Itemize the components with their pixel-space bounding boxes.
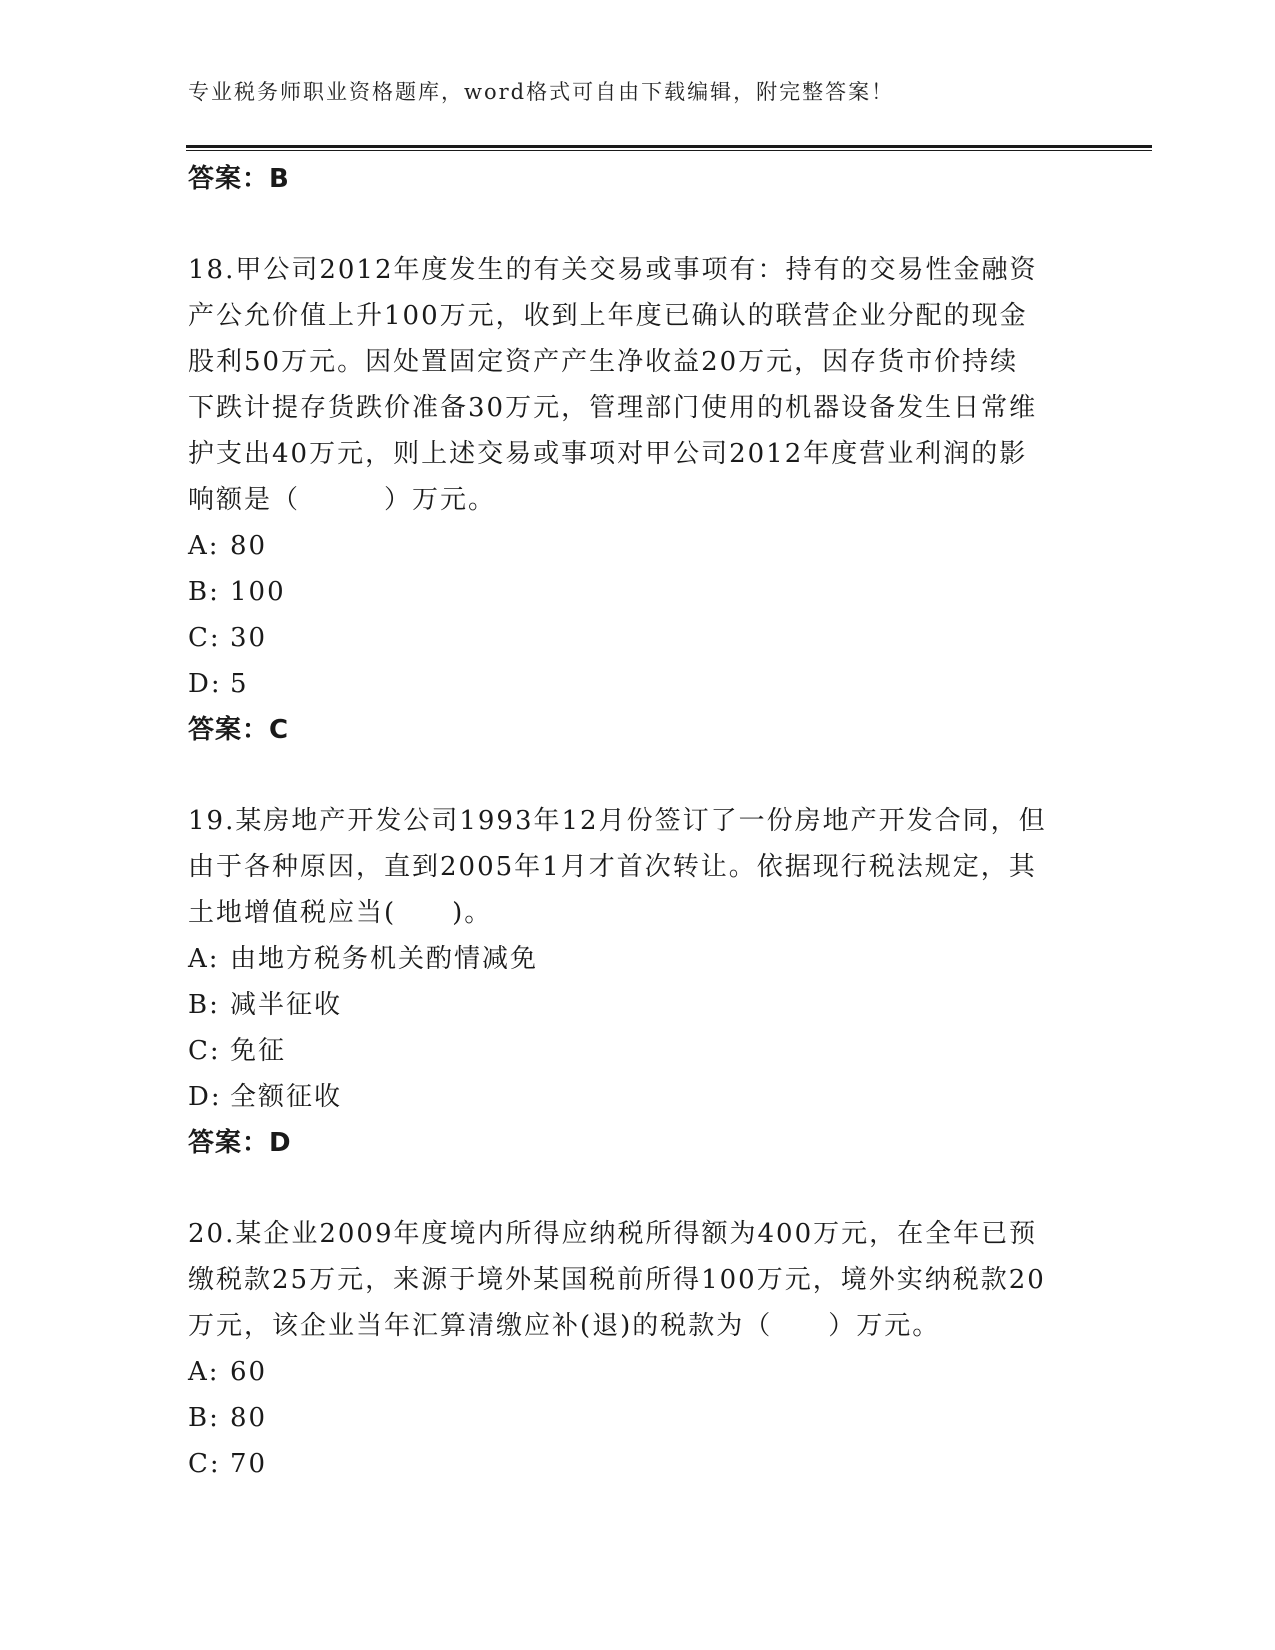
option-letter: A:: [188, 1357, 220, 1387]
question-19-option-b: [188, 982, 1088, 1028]
document-body: [188, 156, 1088, 1487]
question-19-option-c: [188, 1028, 1088, 1074]
question-19-line: 由于各种原因，直到2005年1月才首次转让。依据现行税法规定，其: [188, 852, 1037, 882]
header-rule-thick: [186, 145, 1152, 148]
question-19-stem: [188, 798, 1088, 936]
option-letter: B:: [188, 990, 220, 1020]
option-text: 80: [230, 1403, 268, 1433]
option-letter: C:: [188, 1036, 221, 1066]
question-20-stem: [188, 1211, 1088, 1349]
question-18-line: 18.甲公司2012年度发生的有关交易或事项有：持有的交易性金融资: [188, 255, 1038, 285]
spacer: [188, 1166, 1088, 1211]
option-text: 5: [230, 669, 249, 699]
header-rule-thin: [186, 150, 1152, 151]
option-letter: C:: [188, 1449, 221, 1479]
option-text: 70: [230, 1449, 268, 1479]
question-18-line: 下跌计提存货跌价准备30万元，管理部门使用的机器设备发生日常维: [188, 393, 1038, 423]
option-letter: D:: [188, 669, 222, 699]
question-18-line: 护支出40万元，则上述交易或事项对甲公司2012年度营业利润的影: [188, 439, 1028, 469]
option-text: 80: [230, 531, 268, 561]
option-text: 60: [230, 1357, 268, 1387]
spacer: [188, 202, 1088, 247]
question-19-line: 19.某房地产开发公司1993年12月份签订了一份房地产开发合同，但: [188, 806, 1047, 836]
question-19-answer: 答案：D: [188, 1128, 292, 1158]
question-18-stem: [188, 247, 1088, 523]
option-letter: B:: [188, 577, 220, 607]
question-20-line: 缴税款25万元，来源于境外某国税前所得100万元，境外实纳税款20: [188, 1265, 1046, 1295]
option-text: 由地方税务机关酌情减免: [230, 944, 539, 974]
question-20-option-c: [188, 1441, 1088, 1487]
option-letter: C:: [188, 623, 221, 653]
option-text: 免征: [230, 1036, 287, 1066]
question-18-option-d: [188, 661, 1088, 707]
option-text: 全额征收: [230, 1082, 343, 1112]
option-text: 100: [230, 577, 286, 607]
question-20-line: 20.某企业2009年度境内所得应纳税所得额为400万元，在全年已预: [188, 1219, 1038, 1249]
page-header: 专业税务师职业资格题库，word格式可自由下载编辑，附完整答案！: [188, 80, 895, 104]
question-19-option-d: [188, 1074, 1088, 1120]
question-18-option-c: [188, 615, 1088, 661]
question-20-option-a: [188, 1349, 1088, 1395]
question-18-line: 响额是（ ）万元。: [188, 485, 497, 515]
question-18-line: 股利50万元。因处置固定资产产生净收益20万元，因存货市价持续: [188, 347, 1019, 377]
spacer: [188, 753, 1088, 798]
option-letter: A:: [188, 944, 220, 974]
question-18-answer: 答案：C: [188, 715, 290, 745]
answer-prev: 答案：B: [188, 164, 290, 194]
question-19-option-a: [188, 936, 1088, 982]
question-18-option-a: [188, 523, 1088, 569]
option-text: 减半征收: [230, 990, 343, 1020]
option-text: 30: [230, 623, 268, 653]
option-letter: A:: [188, 531, 220, 561]
question-18-line: 产公允价值上升100万元，收到上年度已确认的联营企业分配的现金: [188, 301, 1028, 331]
question-20-line: 万元，该企业当年汇算清缴应补(退)的税款为（ ）万元。: [188, 1311, 941, 1341]
question-18-option-b: [188, 569, 1088, 615]
option-letter: B:: [188, 1403, 220, 1433]
question-19-line: 土地增值税应当( )。: [188, 898, 493, 928]
option-letter: D:: [188, 1082, 222, 1112]
question-20-option-b: [188, 1395, 1088, 1441]
